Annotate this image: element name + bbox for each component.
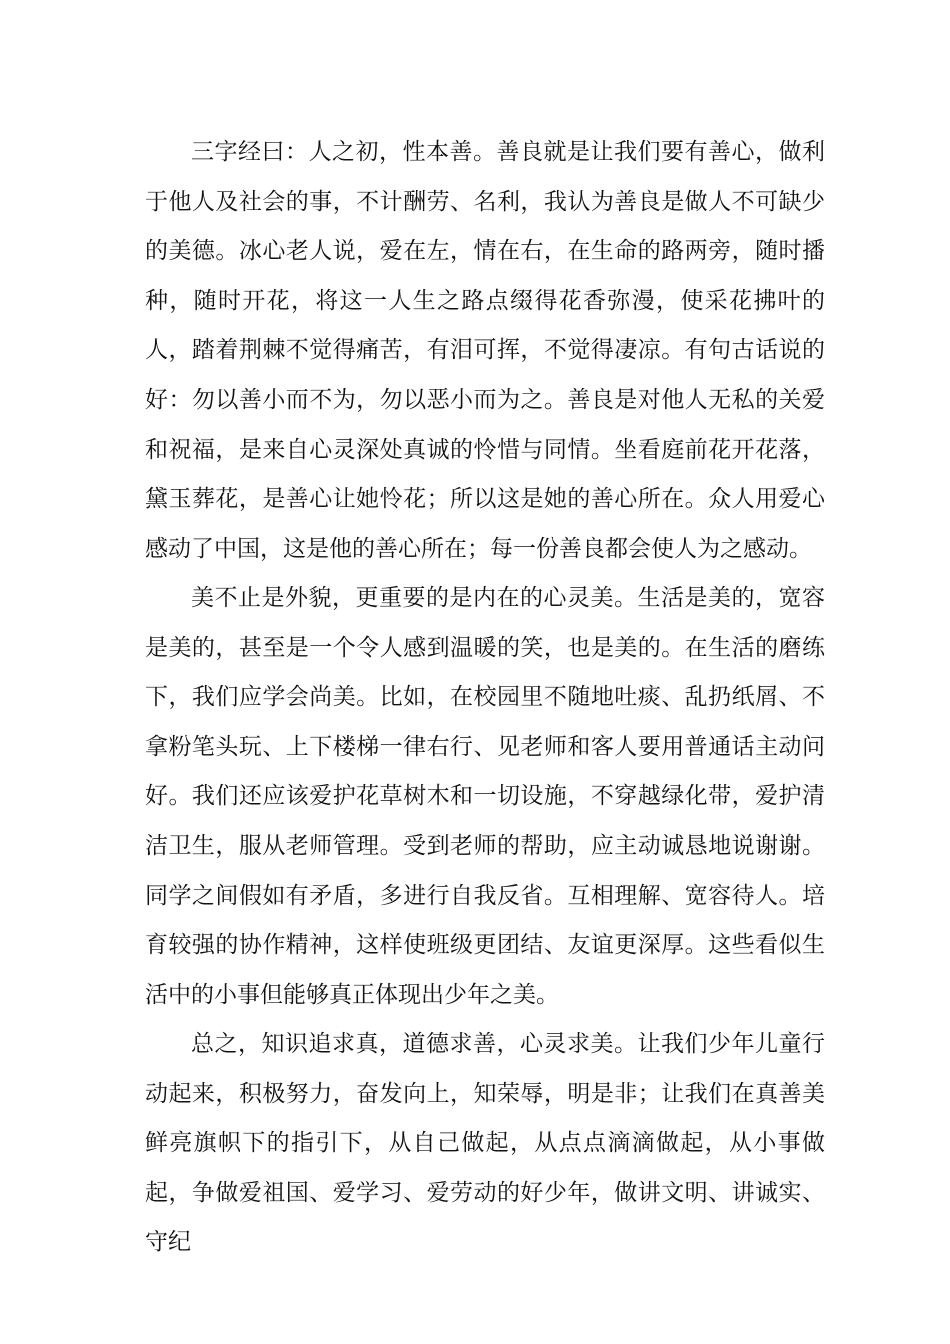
paragraph-conclusion: 总之，知识追求真，道德求善，心灵求美。让我们少年儿童行动起来，积极努力，奋发向上，知荣辱，明是非；让我们在真善美鲜亮旗帜下的指引下，从自己做起，从点点滴滴做起，从小事做起，争做爱祖国、爱学习、爱劳动的好少年，做讲文明、讲诚实、守纪 xyxy=(145,1031,825,1256)
paragraph-kindness: 三字经曰：人之初，性本善。善良就是让我们要有善心，做利于他人及社会的事，不计酬劳、名利，我认为善良是做人不可缺少的美德。冰心老人说，爱在左，情在右，在生命的路两旁，随时播种，随时开花，将这一人生之路点缀得花香弥漫，使采花拂叶的人，踏着荆棘不觉得痛苦，有泪可挥，不觉得凄凉。有句古话说的好：勿以善小而不为，勿以恶小而为之。善良是对他人无私的关爱和祝福，是来自心灵深处真诚的怜惜与同情。坐看庭前花开花落，黛玉葬花，是善心让她怜花；所以这是她的善心所在。众人用爱心感动了中国，这是他的善心所在；每一份善良都会使人为之感动。 xyxy=(145,139,825,562)
paragraph-beauty: 美不止是外貌，更重要的是内在的心灵美。生活是美的，宽容是美的，甚至是一个令人感到温暖的笑，也是美的。在生活的磨练下，我们应学会尚美。比如，在校园里不随地吐痰、乱扔纸屑、不拿粉笔头玩、上下楼梯一律右行、见老师和客人要用普通话主动问好。我们还应该爱护花草树木和一切设施，不穿越绿化带，爱护清洁卫生，服从老师管理。受到老师的帮助，应主动诚恳地说谢谢。同学之间假如有矛盾，多进行自我反省。互相理解、宽容待人。培育较强的协作精神，这样使班级更团结、友谊更深厚。这些看似生活中的小事但能够真正体现出少年之美。 xyxy=(145,585,825,1008)
